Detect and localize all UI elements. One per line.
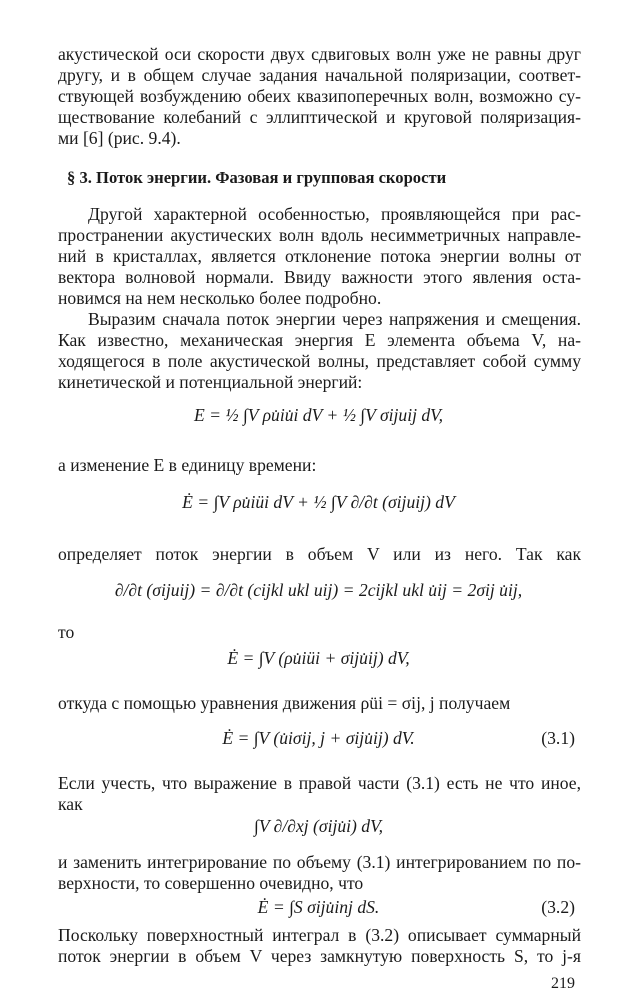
- paragraph2-line: пространении акустических волн вдоль несимметричных направле-: [58, 225, 581, 245]
- section-heading: § 3. Поток энергии. Фазовая и групповая скорости: [67, 168, 447, 187]
- paragraph1-line: ствующей возбуждению обеих квазипоперечных волн, возможно су-: [58, 86, 581, 106]
- paragraph3-line: ходящегося в поле акустической волны, представляет собой сумму: [58, 351, 581, 371]
- paragraph2-line: новимся на нем несколько более подробно.: [58, 288, 382, 308]
- paragraph1-line: ществование колебаний с эллиптической и круговой поляризация-: [58, 107, 581, 127]
- text-if-line: Если учесть, что выражение в правой части (3.1) есть не что иное,: [58, 773, 581, 793]
- equation-number-3-2: (3.2): [541, 897, 575, 917]
- text-then: то: [58, 622, 75, 642]
- equation-energy-rate: Ė = ∫V ρu̇iüi dV + ½ ∫V ∂/∂t (σijuij) dV: [182, 492, 455, 512]
- paragraph3-line: Как известно, механическая энергия E элемента объема V, на-: [58, 330, 581, 350]
- paragraph2-line: ний в кристаллах, является отклонение потока энергии волны от: [58, 246, 581, 266]
- text-change: а изменение E в единицу времени:: [58, 455, 317, 475]
- equation-derivative: ∂/∂t (σijuij) = ∂/∂t (cijkl ukl uij) = 2cijkl ukl u̇ij = 2σij u̇ij,: [114, 580, 523, 600]
- paragraph1-line: ми [6] (рис. 9.4).: [58, 128, 181, 148]
- paragraph-last-line: поток энергии в объем V через замкнутую поверхность S, то j-я: [58, 946, 581, 966]
- equation-3-1: Ė = ∫V (u̇iσij, j + σiju̇ij) dV.: [222, 728, 415, 748]
- text-flow: определяет поток энергии в объем V или из него. Так как: [58, 544, 581, 564]
- paragraph1-line: акустической оси скорости двух сдвиговых волн уже не равны друг: [58, 44, 581, 64]
- paragraph2-line: вектора волновой нормали. Ввиду важности этого явления оста-: [58, 267, 581, 287]
- equation-number-3-1: (3.1): [541, 728, 575, 748]
- paragraph3-line: кинетической и потенциальной энергий:: [58, 372, 363, 392]
- paragraph1-line: другу, и в общем случае задания начальной поляризации, соответ-: [58, 65, 581, 85]
- equation-energy: E = ½ ∫V ρu̇iu̇i dV + ½ ∫V σijuij dV,: [193, 405, 444, 425]
- equation-energy-rate-2: Ė = ∫V (ρu̇iüi + σiju̇ij) dV,: [227, 648, 410, 668]
- page-number: 219: [551, 975, 575, 992]
- equation-3-2: Ė = ∫S σiju̇inj dS.: [257, 897, 380, 917]
- text-replace-line: и заменить интегрирование по объему (3.1) интегрированием по по-: [58, 852, 581, 872]
- equation-divergence: ∫V ∂/∂xj (σiju̇i) dV,: [254, 816, 383, 836]
- paragraph-last-line: Поскольку поверхностный интеграл в (3.2) описывает суммарный: [58, 925, 581, 945]
- text-motion: откуда с помощью уравнения движения ρüi = σij, j получаем: [58, 693, 511, 713]
- text-if-line: как: [58, 794, 83, 814]
- text-replace-line: верхности, то совершенно очевидно, что: [58, 873, 364, 893]
- paragraph3-line: Выразим сначала поток энергии через напряжения и смещения.: [88, 309, 581, 329]
- paragraph2-line: Другой характерной особенностью, проявляющейся при рас-: [88, 204, 581, 224]
